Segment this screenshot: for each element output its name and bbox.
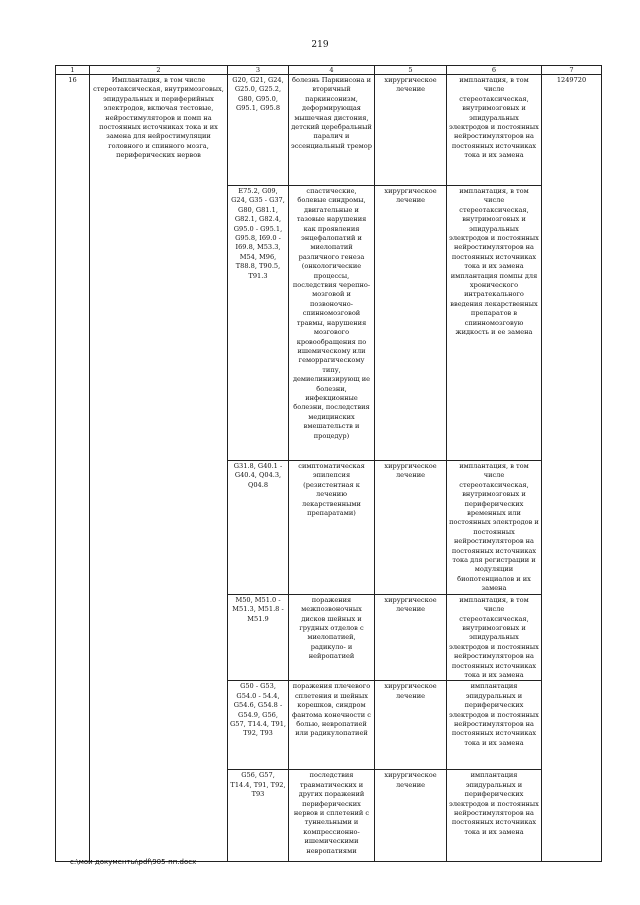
treatment-type: хирургическое лечение <box>375 681 447 770</box>
treatment-type: хирургическое лечение <box>375 461 447 595</box>
cost: 1249720 <box>542 75 602 862</box>
header-cell: 4 <box>289 66 375 75</box>
treatment-method: имплантация эпидуральных и периферических электродов и постоянных нейростимуляторов на постоянных источниках тока и их замена <box>447 681 542 770</box>
header-cell: 6 <box>447 66 542 75</box>
treatment-type: хирургическое лечение <box>375 186 447 461</box>
treatment-type: хирургическое лечение <box>375 770 447 862</box>
icd-codes: G50 - G53, G54.0 - 54.4, G54.6, G54.8 - G54.9, G56, G57, T14.4, T91, T92, T93 <box>228 681 289 770</box>
icd-codes: M50, M51.0 - M51.3, M51.8 - M51.9 <box>228 594 289 681</box>
header-cell: 5 <box>375 66 447 75</box>
patient-model: симптоматическая эпилепсия (резистентная к лечению лекарственными препаратами) <box>289 461 375 595</box>
icd-codes: E75.2, G09, G24, G35 - G37, G80, G81.1, G82.1, G82.4, G95.0 - G95.1, G95.8, I69.0 - I69.8, M53.3, M54, M96, T88.8, T90.5, T91.3 <box>228 186 289 461</box>
procedure-name: Имплантация, в том числе стереотаксическая, внутримозговых, эпидуральных и периферийных электродов, включая тестовые, нейростимуляторов и помп на постоянных источниках тока и их замена для нейростимуляции головного и спинного мозга, периферических нервов <box>90 75 228 862</box>
treatment-method: имплантация, в том числе стереотаксическая, внутримозговых и эпидуральных электродов и постоянных нейростимуляторов на постоянных источниках тока и их замена имплантация помпы для хронического интратекального введения лекарственных препаратов в спинномозговую жидкость и ее замена <box>447 186 542 461</box>
treatment-method: имплантация эпидуральных и периферических электродов и постоянных нейростимуляторов на постоянных источниках тока и их замена <box>447 770 542 862</box>
header-cell: 3 <box>228 66 289 75</box>
patient-model: последствия травматических и других поражений периферических нервов и сплетений с туннельными и компрессионно-ишемическими невропатиями <box>289 770 375 862</box>
row-number: 16 <box>56 75 90 862</box>
header-row <box>56 66 602 75</box>
icd-codes: G31.8, G40.1 - G40.4, Q04.3, Q04.8 <box>228 461 289 595</box>
icd-codes: G20, G21, G24, G25.0, G25.2, G80, G95.0, G95.1, G95.8 <box>228 75 289 186</box>
header-cell: 7 <box>542 66 602 75</box>
treatment-method: имплантация, в том числе стереотаксическая, внутримозговых и эпидуральных электродов и постоянных нейростимуляторов на постоянных источниках тока и их замена <box>447 594 542 681</box>
treatment-method: имплантация, в том числе стереотаксическая, внутримозговых и эпидуральных электродов и постоянных нейростимуляторов на постоянных источниках тока и их замена <box>447 75 542 186</box>
patient-model: болезнь Паркинсона и вторичный паркинсонизм, деформирующая мышечная дистония, детский церебральный паралич и эссенциальный тремор <box>289 75 375 186</box>
patient-model: спастические, болевые синдромы, двигательные и тазовые нарушения как проявления энцефалопатий и миелопатий различного генеза (онкологические процессы, последствия черепно-мозговой и позвоночно-спинномозговой травмы, нарушения мозгового кровообращения по ишемическому или геморрагическому типу, демиелинизирующ ие болезни, инфекционные болезни, последствия медицинских вмешательств и процедур) <box>289 186 375 461</box>
page-number: 219 <box>311 40 329 50</box>
patient-model: поражения плечевого сплетения и шейных корешков, синдром фантома конечности с болью, невропатией или радикулопатией <box>289 681 375 770</box>
footer-file-path: c:\мои документы\pdf\905-пп.docx <box>70 858 197 866</box>
treatment-type: хирургическое лечение <box>375 594 447 681</box>
treatment-type: хирургическое лечение <box>375 75 447 186</box>
treatment-method: имплантация, в том числе стереотаксическая, внутримозговых и периферических временных или постоянных электродов и постоянных нейростимуляторов на постоянных источниках тока для регистрации и модуляции биопотенциалов и их замена <box>447 461 542 595</box>
icd-codes: G56, G57, T14.4, T91, T92, T93 <box>228 770 289 862</box>
header-cell: 1 <box>56 66 90 75</box>
table-row <box>56 75 602 186</box>
header-cell: 2 <box>90 66 228 75</box>
patient-model: поражения межпозвоночных дисков шейных и грудных отделов с миелопатией, радикуло- и нейропатией <box>289 594 375 681</box>
procedures-table <box>55 65 602 862</box>
